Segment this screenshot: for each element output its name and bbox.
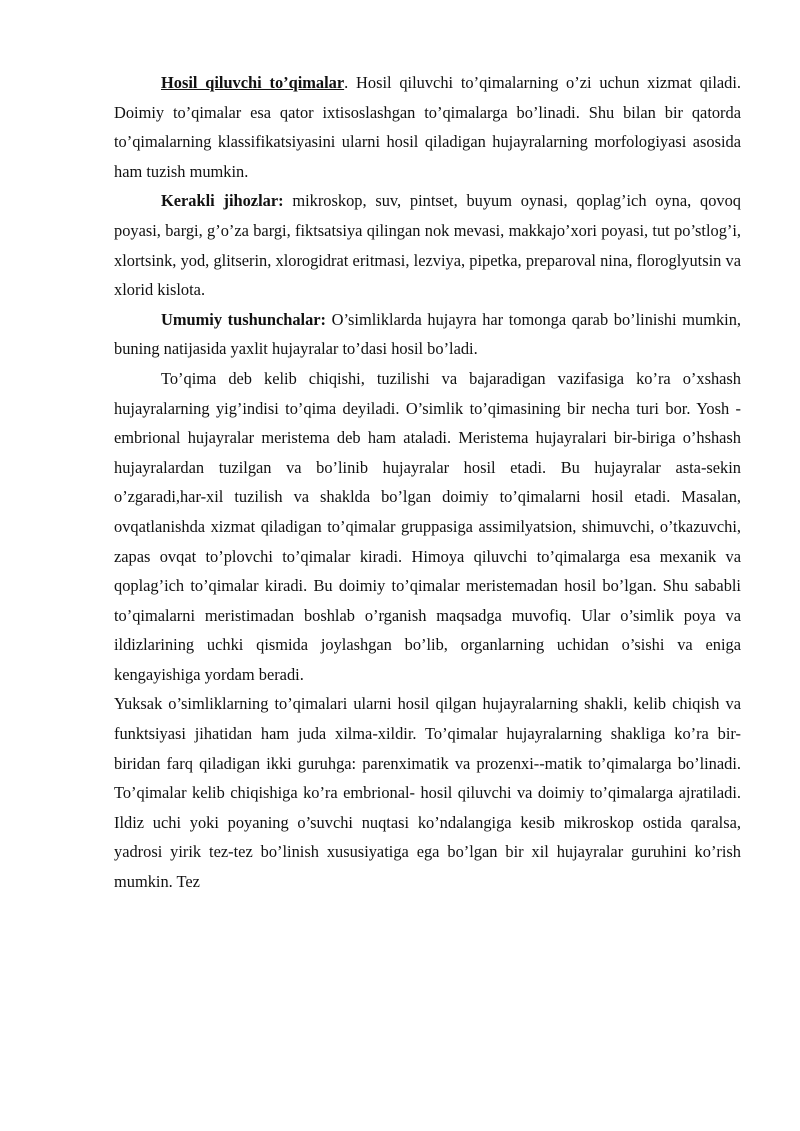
paragraph-text: . Hosil qiluvchi to’qimalarning o’zi uchun xizmat qiladi. Doimiy to’qimalar esa qator ixtisoslashgan to’qimalarga bo’linadi. Shu bilan bir qatorda to’qimalarning klassifikatsiyasini ularni hosil qiladigan hujayralarning morfologiyasi asosida ham tuzish mumkin. xyxy=(114,73,741,181)
paragraph-higher-plants xyxy=(114,689,741,896)
paragraph-text: Yuksak o’simliklarning to’qimalari ularni hosil qilgan hujayralarning shakli, kelib chiqish va funktsiyasi jihatidan ham juda xilma-xildir. To’qimalar hujayralarning shakliga ko’ra bir- biridan farq qiladigan ikki guruhga: parenximatik va prozenxi--matik to’qimalarga bo’linadi. To’qimalar kelib chiqishiga ko’ra embrional- hosil qiluvchi va doimiy to’qimalarga ajratiladi. Ildiz uchi yoki poyaning o’suvchi nuqtasi ko’ndalangiga kesib mikroskop ostida qaralsa, yadrosi yirik tez-tez bo’linish xususiyatiga ega bo’lgan bir xil hujayralar guruhini ko’rish mumkin. Tez xyxy=(114,694,741,892)
paragraph-general-concepts xyxy=(114,305,741,364)
paragraph-text: mikroskop, suv, pintset, buyum oynasi, qoplag’ich oyna, qovoq poyasi, bargi, g’o’za bargi, fiktsatsiya qilingan nok mevasi, makkajo’xori poyasi, tut po’stlog’i, xlortsink, yod, glitserin, xlorogidrat eritmasi, lezviya, pipetka, preparoval nina, floroglyutsin va xlorid kislota. xyxy=(114,191,741,300)
paragraph-formative-tissues xyxy=(114,68,741,186)
paragraph-tissue-definition xyxy=(114,364,741,690)
paragraph-text: O’simliklarda hujayra har tomonga qarab bo’linishi mumkin, buning natijasida yaxlit hujayralar to’dasi hosil bo’ladi. xyxy=(114,309,741,359)
paragraph-heading: Umumiy tushunchalar: xyxy=(161,309,327,329)
paragraph-heading: Hosil qiluvchi to’qimalar xyxy=(161,73,345,92)
body-text xyxy=(114,68,741,897)
paragraph-equipment xyxy=(114,186,741,304)
paragraph-text: To’qima deb kelib chiqishi, tuzilishi va bajaradigan vazifasiga ko’ra o’xshash hujayralarning yig’indisi to’qima deyiladi. O’simlik to’qimasining bir necha turi bor. Yosh -embrional hujayralar meristema deb ham ataladi. Meristema hujayralari bir-biriga o’hshash hujayralardan tuzilgan va bo’linib hujayralar hosil etadi. Bu hujayralar asta-sekin o’zgaradi,har-xil tuzilish va shaklda bo’lgan doimiy to’qimalarni hosil etadi. Masalan, ovqatlanishda xizmat qiladigan to’qimalar gruppasiga assimilyatsion, shimuvchi, o’tkazuvchi, zapas ovqat to’plovchi to’qimalar kiradi. Himoya qiluvchi to’qimalarga esa mexanik va qoplag’ich to’qimalar kiradi. Bu doimiy to’qimalar meristemadan hosil bo’lgan. Shu sababli to’qimalarni meristimadan boshlab o’rganish maqsadga muvofiq. Ular o’simlik poya va ildizlarining uchki qismida joylashgan bo’lib, organlarning uchidan o’sishi va eniga kengayishiga yordam beradi. xyxy=(114,368,741,684)
paragraph-heading: Kerakli jihozlar: xyxy=(161,191,284,211)
